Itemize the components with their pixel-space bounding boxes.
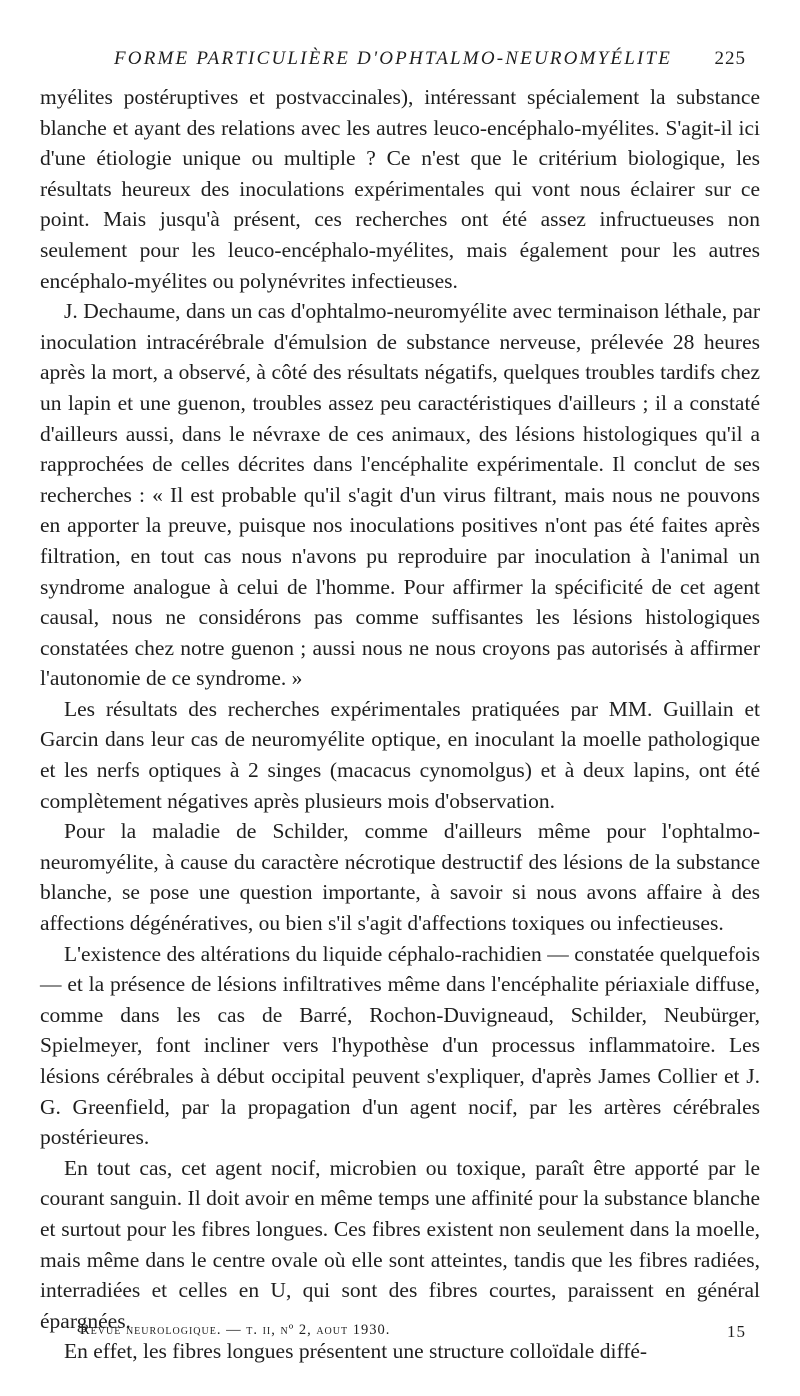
- paragraph-continuation: myélites postéruptives et postvaccinales), intéressant spécialement la substance blanche et ayant des relations avec les autres leuco-encéphalo-myélites. S'agit-il ici d'une étiologie unique ou multiple ? Ce n'est que le critérium biologique, les résultats heureux des inoculations expérimentales qui vont nous éclairer sur ce point. Mais jusqu'à présent, ces recherches ont été assez infructueuses non seulement pour les leuco-encéphalo-myélites, mais également pour les autres encéphalo-myélites ou polynévrites infectieuses.: [40, 85, 760, 293]
- page-header: [40, 48, 760, 80]
- page-number: 225: [714, 48, 746, 69]
- paragraph-guillain-garcin: Les résultats des recherches expérimentales pratiquées par MM. Guillain et Garcin dans leur cas de neuromyélite optique, en inoculant la moelle pathologique et les nerfs optiques à 2 singes (macacus cynomolgus) et à deux lapins, ont été complètement négatives après plusieurs mois d'observation.: [40, 696, 760, 813]
- page-footer: [80, 1322, 746, 1346]
- paragraph-dechaume: J. Dechaume, dans un cas d'ophtalmo-neuromyélite avec terminaison léthale, par inoculation intracérébrale d'émulsion de substance nerveuse, prélevée 28 heures après la mort, a observé, à côté des résultats négatifs, quelques troubles tardifs chez un lapin et une guenon, troubles assez peu caractéristiques d'ailleurs ; il a constaté d'ailleurs aussi, dans le névraxe de ces animaux, des lésions histologiques qu'il a rapprochées de celles décrites dans l'encéphalite expérimentale. Il conclut de ses recherches : « Il est probable qu'il s'agit d'un virus filtrant, mais nous ne pouvons en apporter la preuve, puisque nos inoculations positives n'ont pas été faites après filtration, en tout cas nous n'avons pu reproduire par inoculation à l'animal un syndrome analogue à celui de l'homme. Pour affirmer la spécificité de cet agent causal, nous ne considérons pas comme suffisantes les lésions histologiques constatées chez notre guenon ; aussi nous ne nous croyons pas autorisés à affirmer l'autonomie de ce syndrome. »: [40, 299, 760, 691]
- paragraph-long-fibres: En effet, les fibres longues présentent une structure colloïdale diffé-: [64, 1339, 648, 1364]
- paragraph-csf-alterations: L'existence des altérations du liquide céphalo-rachidien — constatée quelquefois — et la présence de lésions infiltratives même dans l'encéphalite périaxiale diffuse, comme dans les cas de Barré, Rochon-Duvigneaud, Schilder, Neubürger, Spielmeyer, font incliner vers l'hypothèse d'un processus inflammatoire. Les lésions cérébrales à début occipital peuvent s'expliquer, d'après James Collier et J. G. Greenfield, par la propagation d'un agent nocif, par les artères cérébrales postérieures.: [40, 941, 760, 1150]
- footer-sheet-number: 15: [727, 1322, 746, 1341]
- body-text: [40, 82, 760, 1367]
- footer-journal-reference: Revue neurologique. — t. ii, nº 2, aout 1930.: [80, 1322, 391, 1338]
- paragraph-schilder: Pour la maladie de Schilder, comme d'ailleurs même pour l'ophtalmo-neuromyélite, à cause du caractère nécrotique destructif des lésions de la substance blanche, se pose une question importante, à savoir si nous avons affaire à des affections dégénératives, ou bien s'il s'agit d'affections toxiques ou infectieuses.: [40, 819, 760, 936]
- running-title: FORME PARTICULIÈRE D'OPHTALMO-NEUROMYÉLITE: [114, 48, 673, 69]
- paragraph-noxious-agent: En tout cas, cet agent nocif, microbien ou toxique, paraît être apporté par le courant sanguin. Il doit avoir en même temps une affinité pour la substance blanche et surtout pour les fibres longues. Ces fibres existent non seulement dans la moelle, mais même dans le centre ovale où elle sont atteintes, tandis que les fibres radiées, interradiées et celles en U, qui sont des fibres courtes, paraissent en général épargnées.: [40, 1155, 760, 1333]
